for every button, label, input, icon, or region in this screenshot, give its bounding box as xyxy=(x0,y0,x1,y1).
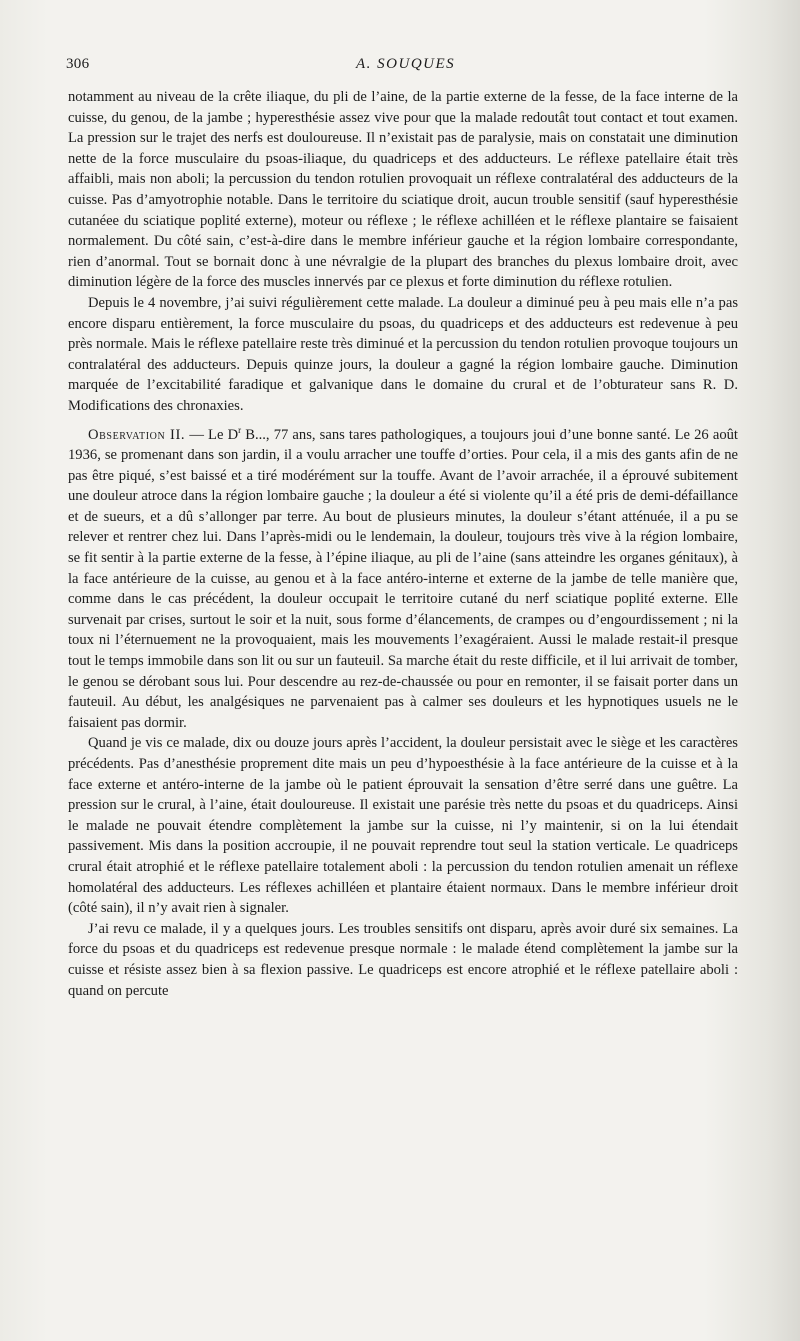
paragraph-2: Depuis le 4 novembre, j’ai suivi régulièrement cette malade. La douleur a diminué peu à peu mais elle n’a pas encore disparu entièrement, la force musculaire du psoas, du quadriceps et des adducteurs est redevenue à peu près normale. Mais le réflexe patellaire reste très diminué et la percussion du tendon rotulien provoque toujours un contralatéral des adducteurs. Depuis quinze jours, la douleur a gagné la région lombaire gauche. Diminution marquée de l’excitabilité faradique et galvanique dans le domaine du crural et de l’obturateur sans R. D. Modifications des chronaxies. xyxy=(68,294,738,414)
page-number: 306 xyxy=(66,56,90,72)
observation-label: Observation II. xyxy=(88,426,186,443)
page-header xyxy=(66,56,766,80)
doctor-abbrev-sup: r xyxy=(238,424,242,435)
observation-intro: — Le D xyxy=(185,426,239,443)
running-title: A. SOUQUES xyxy=(356,56,456,72)
body-text xyxy=(68,87,738,1001)
paragraph-observation-2 xyxy=(68,425,738,734)
observation-body: B..., 77 ans, sans tares pathologiques, a toujours joui d’une bonne santé. Le 26 août 1936, se promenant dans son jardin, il a voulu arracher une touffe d’orties. Pour cela, il a mis des gants afin de ne pas être piqué, s’est baissé et a tiré modérément sur la touffe. Avant de l’avoir arrachée, il a éprouvé subitement une douleur atroce dans la région lombaire gauche ; la douleur a été si violente qu’il a été pris de demi-défaillance et de sueurs, et a dû s’allonger par terre. Au bout de plusieurs minutes, la douleur s’étant atténuée, il a pu se relever et rentrer chez lui. Dans l’après-midi ou le lendemain, la douleur, toujours très vive à la région lombaire, se fit sentir à la partie externe de la fesse, à l’épine iliaque, au pli de l’aine (sans atteindre les organes génitaux), à la face antérieure de la cuisse, au genou et à la face antéro-interne et externe de la jambe de telle manière que, comme dans le cas précédent, la douleur occupait le territoire cutané du nerf sciatique poplité externe. Elle survenait par crises, surtout le soir et la nuit, sous forme d’élancements, de crampes ou d’engourdissement ; ni la toux ni l’éternuement ne la provoquaient, mais les mouvements l’exagéraient. Aussi le malade restait-il presque tout le temps immobile dans son lit ou sur un fauteuil. Sa marche était du reste difficile, et il lui arrivait de tomber, le genou se dérobant sous lui. Pour descendre au rez-de-chaussée ou pour en remonter, il se faisait porter dans un fauteuil. Au début, les analgésiques ne parvenaient pas à calmer ses douleurs et les hypnotiques usuels ne le faisaient pas dormir. xyxy=(68,426,738,731)
paragraph-5: J’ai revu ce malade, il y a quelques jours. Les troubles sensitifs ont disparu, après avoir duré six semaines. La force du psoas et du quadriceps est redevenue presque normale : le malade étend complètement la jambe sur la cuisse et résiste assez bien à sa flexion passive. Le quadriceps est encore atrophié et le réflexe patellaire aboli : quand on percute xyxy=(68,920,738,999)
paragraph-1: notamment au niveau de la crête iliaque, du pli de l’aine, de la partie externe de la fesse, de la face interne de la cuisse, du genou, de la jambe ; hyperesthésie assez vive pour que la malade redoutât tout contact et tout examen. La pression sur le trajet des nerfs est douloureuse. Il n’existait pas de paralysie, mais on constatait une diminution nette de la force musculaire du psoas-iliaque, du quadriceps et des adducteurs. Le réflexe patellaire était très affaibli, mais non aboli; la percussion du tendon rotulien provoquait un réflexe contralatéral des adducteurs de la cuisse. Pas d’amyotrophie notable. Dans le territoire du sciatique droit, aucun trouble sensitif (sauf hyperesthésie cutanéee du sciatique poplité externe), moteur ou réflexe ; le réflexe achilléen et le réflexe plantaire se faisaient normalement. Du côté sain, c’est-à-dire dans le membre inférieur gauche et la région lombaire correspondante, rien d’anormal. Tout se bornait donc à une névralgie de la plupart des branches du plexus lombaire droit, avec diminution légère de la force des muscles innervés par ce plexus et forte diminution du réflexe rotulien. xyxy=(68,89,738,291)
paragraph-4: Quand je vis ce malade, dix ou douze jours après l’accident, la douleur persistait avec le siège et les caractères précédents. Pas d’anesthésie proprement dite mais un peu d’hypoesthésie à la face antérieure de la cuisse et à la face externe et antéro-interne de la jambe où le patient éprouvait la sensation d’être serré dans une guêtre. La pression sur le crural, à l’aine, était douloureuse. Il existait une parésie très nette du psoas et du quadriceps. Ainsi le malade ne pouvait étendre complètement la jambe sur la cuisse, ni l’y maintenir, si on la lui étendait passivement. Mis dans la position accroupie, il ne pouvait reprendre tout seul la station verticale. Le quadriceps crural était atrophié et le réflexe patellaire totalement aboli : la percussion du tendon rotulien amenait un réflexe homolatéral des adducteurs. Les réflexes achilléen et plantaire étaient normaux. Dans le membre inférieur droit (côté sain), il n’y avait rien à signaler. xyxy=(68,735,738,917)
